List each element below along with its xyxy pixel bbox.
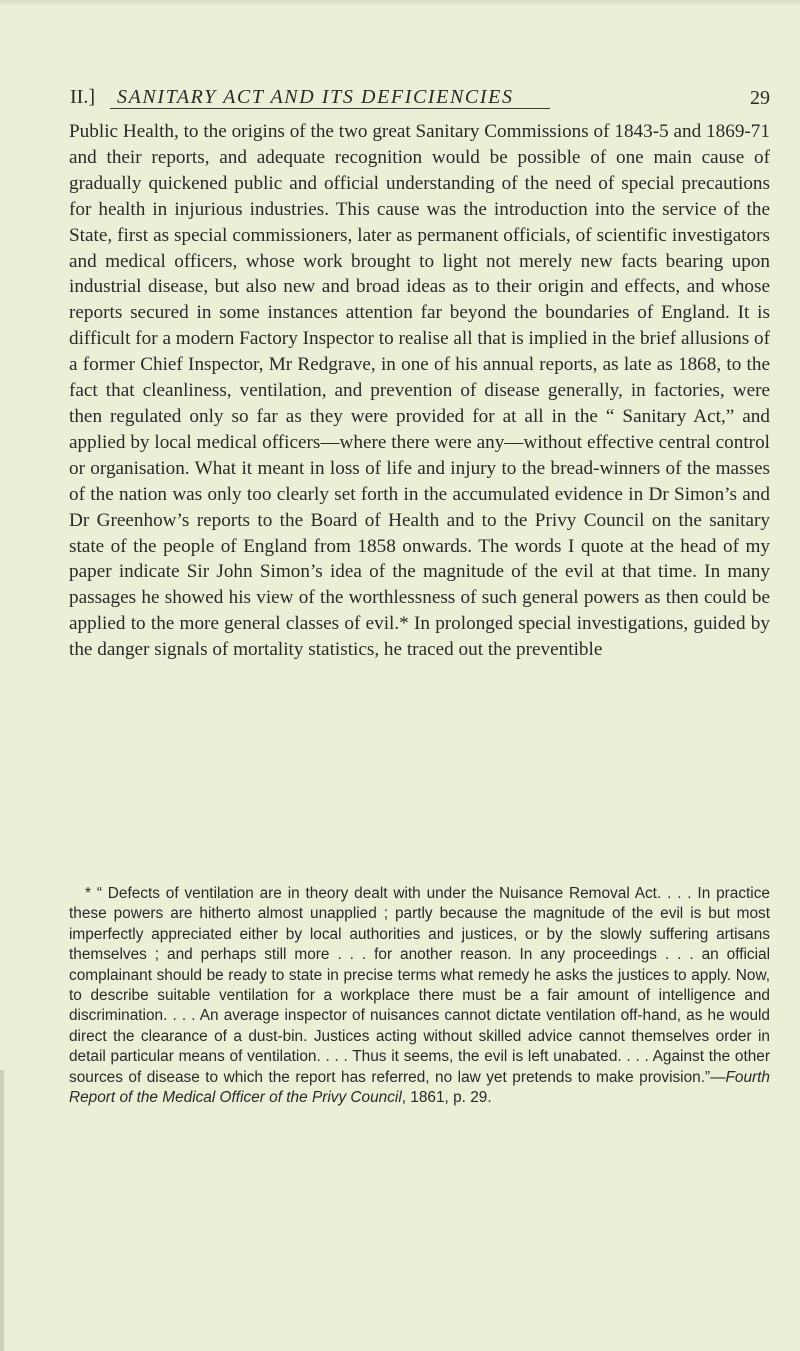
footnote-paragraph <box>69 884 770 1108</box>
main-paragraph: Public Health, to the origins of the two great Sanitary Commissions of 1843-5 and 1869-71 and their reports, and adequate recognition would be possible of one main cause of gradually quickened public and official understanding of the need of special precautions for health in injurious industries. This cause was the introduction into the service of the State, first as special commissioners, later as permanent officials, of scientific investigators and medical officers, whose work brought to light not merely new facts bearing upon industrial disease, but also new and broad ideas as to their origin and effects, and whose reports secured in some instances attention far beyond the boundaries of England. It is difficult for a modern Factory Inspector to realise all that is implied in the brief allusions of a former Chief Inspector, Mr Redgrave, in one of his annual reports, as late as 1868, to the fact that cleanliness, ventilation, and prevention of disease generally, in factories, were then regulated only so far as they were provided for at all in the “ Sanitary Act,” and applied by local medical officers—where there were any—without effective central control or organisation. What it meant in loss of life and injury to the bread-winners of the masses of the nation was only too clearly set forth in the accumulated evidence in Dr Simon’s and Dr Greenhow’s reports to the Board of Health and to the Privy Council on the sanitary state of the people of England from 1858 onwards. The words I quote at the head of my paper indicate Sir John Simon’s idea of the magnitude of the evil at that time. In many passages he showed his view of the worthlessness of such general powers as then could be applied to the more general classes of evil.* In prolonged special investigations, guided by the danger signals of mortality statistics, he traced out the preventible <box>69 121 770 661</box>
footnote <box>69 884 770 1108</box>
running-title: SANITARY ACT AND ITS DEFICIENCIES <box>117 86 514 108</box>
page-number: 29 <box>750 87 770 109</box>
main-text <box>69 119 770 663</box>
page-top-shadow <box>0 0 800 6</box>
page-edge-shadow <box>0 1070 4 1351</box>
footnote-citation: Fourth Report of the Medical Officer of the Privy Council <box>69 1068 770 1107</box>
footnote-citation-tail: , 1861, p. 29. <box>401 1089 492 1107</box>
header-rule <box>110 108 550 109</box>
section-number: II.] <box>70 86 95 108</box>
footnote-text: * “ Defects of ventilation are in theory dealt with under the Nuisance Removal Act. . . . In practice these powers are hitherto almost unapplied ; partly because the magnitude of the evil is but most imperfectly appreciated either by local authorities and justices, or by the slowly suffering artisans themselves ; and perhaps still more . . . for another reason. In any proceedings . . . an official complainant should be ready to state in precise terms what remedy he asks the justices to apply. Now, to describe suitable ventilation for a workplace there must be a fair amount of intelligence and discrimination. . . . An average inspector of nuisances cannot dictate ventilation off-hand, as he would direct the clearance of a dust-bin. Justices acting without skilled advice cannot themselves order in detail particular means of ventilation. . . . Thus it seems, the evil is left unabated. . . . Against the other sources of disease to which the report has referred, no law yet pretends to make provision.”— <box>69 885 770 1086</box>
